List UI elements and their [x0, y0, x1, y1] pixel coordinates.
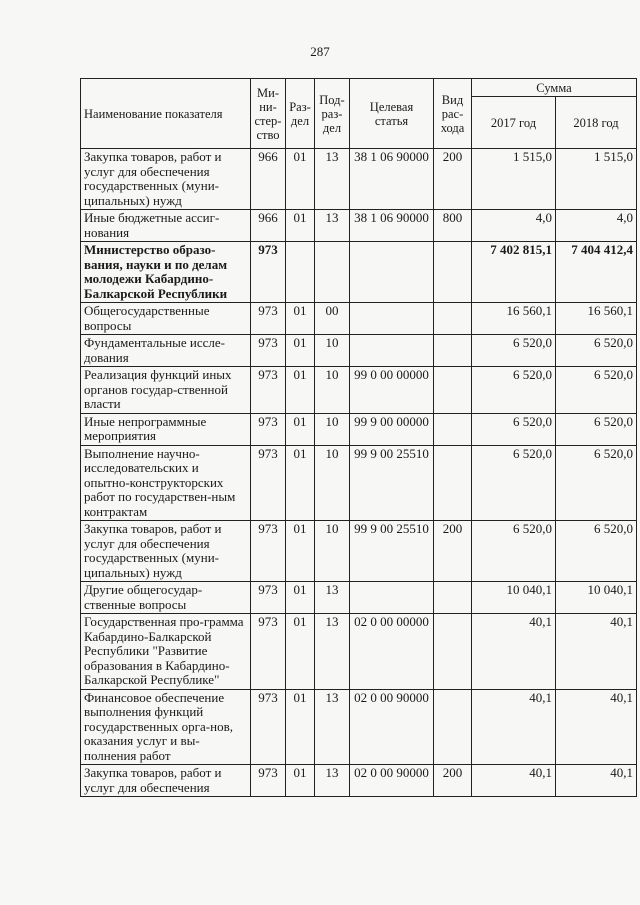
row-name: Закупка товаров, работ и услуг для обеспечения — [81, 765, 251, 797]
budget-table — [80, 78, 637, 797]
row-expense-type — [434, 445, 472, 521]
row-ministry: 966 — [251, 210, 286, 242]
row-amount-2018: 6 520,0 — [556, 367, 637, 414]
table-row — [81, 582, 637, 614]
row-ministry: 973 — [251, 413, 286, 445]
row-subsection: 13 — [315, 582, 350, 614]
row-target-article: 38 1 06 90000 — [350, 210, 434, 242]
table-row — [81, 335, 637, 367]
table-row — [81, 413, 637, 445]
row-target-article — [350, 303, 434, 335]
row-ministry: 973 — [251, 614, 286, 690]
row-target-article: 02 0 00 90000 — [350, 765, 434, 797]
row-subsection: 00 — [315, 303, 350, 335]
row-ministry: 973 — [251, 303, 286, 335]
row-amount-2017: 16 560,1 — [472, 303, 556, 335]
row-target-article: 02 0 00 00000 — [350, 614, 434, 690]
row-amount-2018: 6 520,0 — [556, 335, 637, 367]
row-section: 01 — [286, 367, 315, 414]
row-ministry: 973 — [251, 765, 286, 797]
row-amount-2018: 10 040,1 — [556, 582, 637, 614]
row-amount-2018: 6 520,0 — [556, 521, 637, 582]
row-amount-2018: 40,1 — [556, 689, 637, 765]
table-row — [81, 303, 637, 335]
row-amount-2018: 6 520,0 — [556, 445, 637, 521]
row-name: Реализация функций иных органов государ-ственной власти — [81, 367, 251, 414]
row-subsection: 10 — [315, 367, 350, 414]
row-name: Другие общегосудар-ственные вопросы — [81, 582, 251, 614]
row-name: Фундаментальные иссле-дования — [81, 335, 251, 367]
row-amount-2017: 6 520,0 — [472, 521, 556, 582]
row-expense-type — [434, 242, 472, 303]
row-ministry: 973 — [251, 335, 286, 367]
table-row — [81, 614, 637, 690]
row-amount-2018: 1 515,0 — [556, 149, 637, 210]
row-amount-2017: 6 520,0 — [472, 445, 556, 521]
row-name: Министерство образо-вания, науки и по делам молодежи Кабардино-Балкарской Республики — [81, 242, 251, 303]
row-target-article — [350, 242, 434, 303]
table-row — [81, 521, 637, 582]
row-amount-2018: 16 560,1 — [556, 303, 637, 335]
row-amount-2017: 6 520,0 — [472, 413, 556, 445]
row-section: 01 — [286, 210, 315, 242]
row-amount-2018: 6 520,0 — [556, 413, 637, 445]
row-expense-type — [434, 582, 472, 614]
row-section: 01 — [286, 614, 315, 690]
row-target-article: 02 0 00 90000 — [350, 689, 434, 765]
row-section: 01 — [286, 413, 315, 445]
row-expense-type — [434, 367, 472, 414]
header-subsection — [315, 79, 350, 149]
row-section: 01 — [286, 303, 315, 335]
header-ministry — [251, 79, 286, 149]
row-ministry: 973 — [251, 689, 286, 765]
row-section — [286, 242, 315, 303]
row-subsection: 10 — [315, 521, 350, 582]
row-name: Закупка товаров, работ и услуг для обеспечения государственных (муни-ципальных) нужд — [81, 149, 251, 210]
header-section-text: Раз- дел — [289, 99, 311, 128]
table-row — [81, 367, 637, 414]
row-subsection: 10 — [315, 445, 350, 521]
row-target-article — [350, 335, 434, 367]
page-number: 287 — [310, 44, 330, 59]
row-expense-type: 800 — [434, 210, 472, 242]
header-subsection-text: Под- раз- дел — [319, 92, 345, 135]
header-year-2017: 2017 год — [472, 97, 556, 149]
row-amount-2018: 7 404 412,4 — [556, 242, 637, 303]
row-name: Выполнение научно-исследовательских и опытно-конструкторских работ по государствен-ным контрактам — [81, 445, 251, 521]
row-ministry: 973 — [251, 242, 286, 303]
table-row — [81, 149, 637, 210]
header-expense-type-text: Вид рас- хода — [440, 92, 465, 135]
row-expense-type: 200 — [434, 521, 472, 582]
row-ministry: 973 — [251, 582, 286, 614]
header-section — [286, 79, 315, 149]
row-amount-2017: 6 520,0 — [472, 367, 556, 414]
row-ministry: 973 — [251, 445, 286, 521]
row-section: 01 — [286, 335, 315, 367]
row-expense-type — [434, 335, 472, 367]
row-name: Закупка товаров, работ и услуг для обеспечения государственных (муни-ципальных) нужд — [81, 521, 251, 582]
row-amount-2017: 6 520,0 — [472, 335, 556, 367]
row-section: 01 — [286, 521, 315, 582]
header-ministry-text: Ми- ни- стер- ство — [254, 85, 282, 142]
row-amount-2017: 10 040,1 — [472, 582, 556, 614]
row-amount-2018: 40,1 — [556, 765, 637, 797]
row-amount-2018: 4,0 — [556, 210, 637, 242]
row-subsection: 10 — [315, 335, 350, 367]
row-subsection: 13 — [315, 149, 350, 210]
header-name: Наименование показателя — [81, 79, 251, 149]
row-name: Иные непрограммные мероприятия — [81, 413, 251, 445]
row-name: Государственная про-грамма Кабардино-Балкарской Республики "Развитие образования в Кабардино-Балкарской Республике" — [81, 614, 251, 690]
row-amount-2017: 40,1 — [472, 765, 556, 797]
table-row — [81, 689, 637, 765]
row-subsection: 13 — [315, 765, 350, 797]
row-section: 01 — [286, 582, 315, 614]
row-expense-type: 200 — [434, 149, 472, 210]
row-section: 01 — [286, 445, 315, 521]
table-row — [81, 210, 637, 242]
row-target-article: 99 9 00 25510 — [350, 521, 434, 582]
row-target-article — [350, 582, 434, 614]
row-subsection: 13 — [315, 689, 350, 765]
row-subsection: 10 — [315, 413, 350, 445]
row-expense-type — [434, 303, 472, 335]
row-ministry: 966 — [251, 149, 286, 210]
row-ministry: 973 — [251, 367, 286, 414]
row-expense-type — [434, 614, 472, 690]
header-target-article — [350, 79, 434, 149]
table-row — [81, 765, 637, 797]
row-amount-2017: 7 402 815,1 — [472, 242, 556, 303]
table-row — [81, 242, 637, 303]
row-expense-type — [434, 689, 472, 765]
row-ministry: 973 — [251, 521, 286, 582]
header-sum: Сумма — [472, 79, 637, 97]
row-target-article: 38 1 06 90000 — [350, 149, 434, 210]
row-subsection — [315, 242, 350, 303]
row-name: Финансовое обеспечение выполнения функций государственных орга-нов, оказания услуг и вы-полнения работ — [81, 689, 251, 765]
row-expense-type — [434, 413, 472, 445]
row-amount-2017: 1 515,0 — [472, 149, 556, 210]
row-amount-2017: 40,1 — [472, 614, 556, 690]
row-target-article: 99 9 00 00000 — [350, 413, 434, 445]
row-target-article: 99 9 00 25510 — [350, 445, 434, 521]
header-year-2018: 2018 год — [556, 97, 637, 149]
row-amount-2017: 4,0 — [472, 210, 556, 242]
row-subsection: 13 — [315, 210, 350, 242]
row-section: 01 — [286, 149, 315, 210]
row-expense-type: 200 — [434, 765, 472, 797]
table-row — [81, 445, 637, 521]
row-amount-2017: 40,1 — [472, 689, 556, 765]
header-expense-type — [434, 79, 472, 149]
row-name: Общегосударственные вопросы — [81, 303, 251, 335]
row-subsection: 13 — [315, 614, 350, 690]
row-section: 01 — [286, 765, 315, 797]
row-section: 01 — [286, 689, 315, 765]
header-target-article-text: Целевая статья — [369, 99, 414, 128]
row-name: Иные бюджетные ассиг-нования — [81, 210, 251, 242]
row-target-article: 99 0 00 00000 — [350, 367, 434, 414]
row-amount-2018: 40,1 — [556, 614, 637, 690]
